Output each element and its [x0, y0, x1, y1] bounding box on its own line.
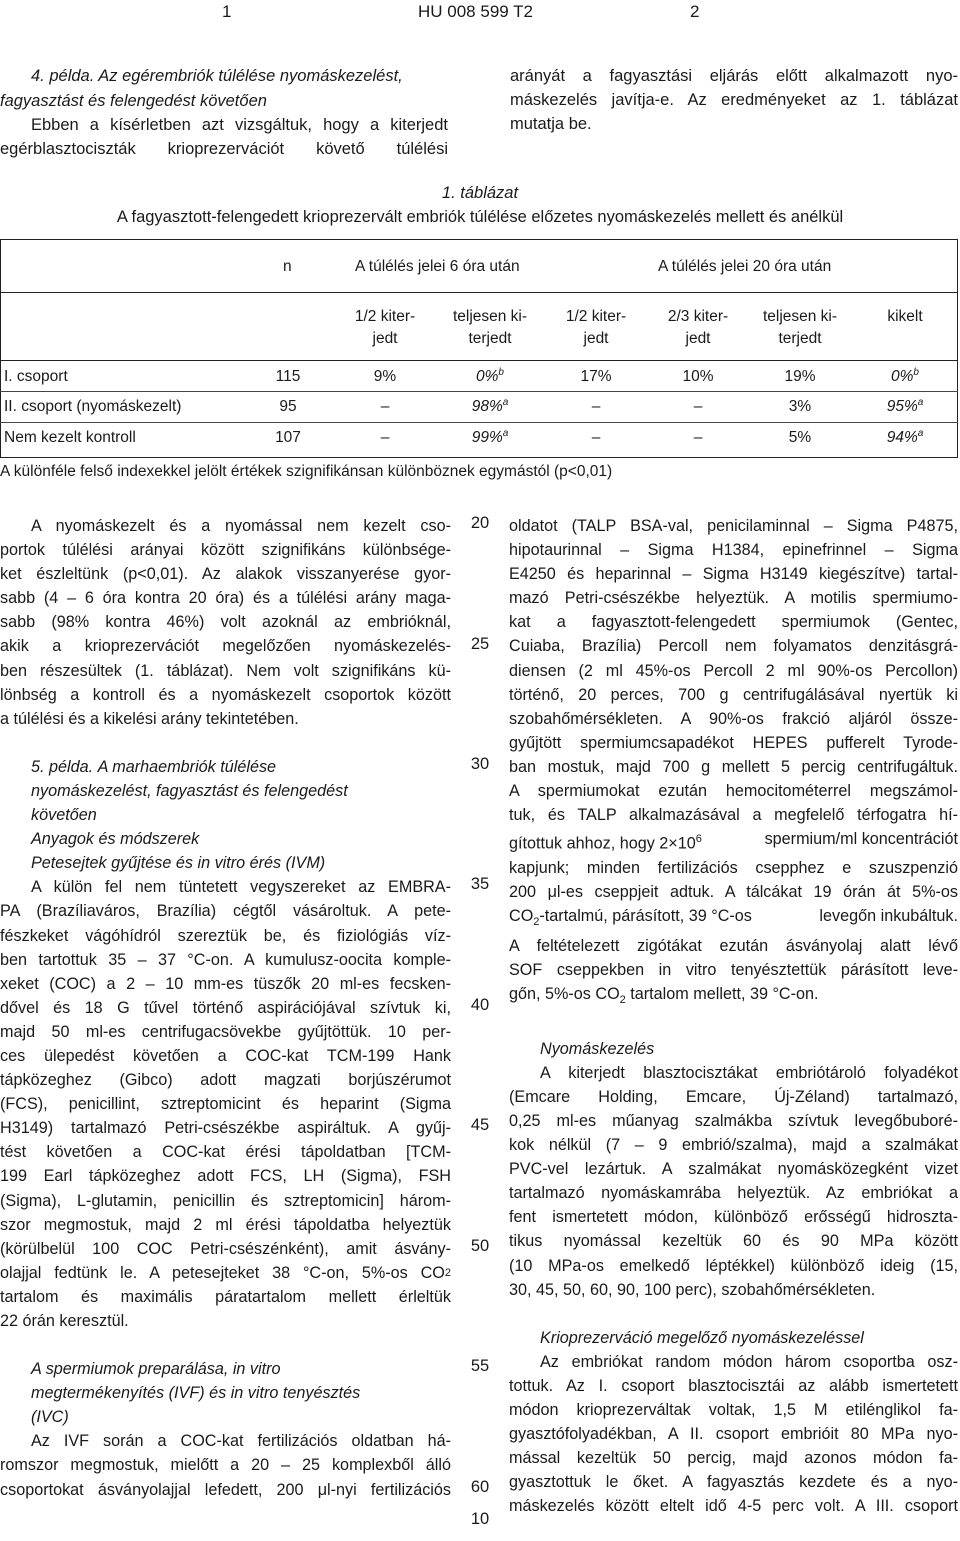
- section-nyomaskezeles: Nyomáskezelés: [540, 1039, 655, 1058]
- table-cell: 19%: [784, 368, 816, 385]
- example-4-heading-cont: fagyasztást és felengedést követően: [0, 92, 267, 110]
- table-cell: 10%: [682, 368, 714, 385]
- table-cell: 98%$^a$: [471, 396, 509, 415]
- table-cell: 95%$^a$: [886, 396, 924, 415]
- table-cell: –: [591, 398, 601, 415]
- table-divider-row1: [0, 391, 958, 392]
- table-head-20h: A túlélés jelei 20 óra után: [658, 258, 832, 275]
- table-cell: –: [591, 429, 601, 446]
- line-number: 60: [470, 1478, 490, 1496]
- page-number-left: 1: [222, 2, 232, 21]
- line-number: 20: [470, 514, 490, 532]
- section-krioprezervacio: Krioprezerváció megelőző nyomáskezeléssel: [540, 1328, 864, 1347]
- footer-page-number: 10: [470, 1510, 490, 1528]
- table-cell: 95: [279, 398, 297, 415]
- example-4-heading: 4. példa. Az egérembriók túlélése nyomáskezelést,: [31, 67, 403, 85]
- line-number: 25: [470, 635, 490, 653]
- table-cell: 9%: [373, 368, 397, 385]
- table-row-label: Nem kezelt kontroll: [4, 429, 136, 446]
- table-cell: 115: [275, 368, 301, 385]
- line-number: 40: [470, 996, 490, 1014]
- table-caption-number: 1. táblázat: [441, 184, 519, 202]
- line-number: 50: [470, 1237, 490, 1255]
- table-row-label: II. csoport (nyomáskezelt): [4, 398, 182, 415]
- line-number: 45: [470, 1116, 490, 1134]
- table-subhead: 1/2 kiter- jedt: [565, 308, 627, 347]
- table-divider-head1: [0, 292, 958, 293]
- patent-number: HU 008 599 T2: [418, 2, 533, 21]
- table-divider-row2: [0, 422, 958, 423]
- right-column: oldatot (TALP BSA-val, penicilaminnal – Sigma P4875, hipotaurinnal – Sigma H1384, epinefrinnel – Sigma E4250 és heparinnal – Sigma H3149 kiegészítve) tartal- mazó Petri-csészékbe helyeztük. A motilis spermiumo- kat a fagyasztott-felengedett spermiumok (Gentec, Cuiaba, Brazília) Percoll nem folyamatos denzitásgrá- diensen (2 ml 45%-os Percoll 2 ml 90%-os Percollon) történő, 20 perces, 700 g centrifugálásával nyertük ki szobahőmérsékleten. A 90%-os frakció aljáról össze- gyűjtött spermiumcsapadékot HEPES pufferelt Tyrode- ban mostuk, majd 700 g mellett 5 percig centrifugáltuk. A spermiumokat ezután hemocitométerrel megszámol- tuk, és TALP alkalmazásával a megfelelő térfogatra hí- gítottuk ahhoz, hogy $2\times 10^6$ spermium/ml koncentrációt kapjunk; minden fertilizációs csepphez e szuszpenzió 200 μl-es cseppjeit adtuk. A tálcákat 19 órán át 5%-os $CO_2$-tartalmú, párásított, 39 °C-os levegőn inkubáltuk. A feltételezett zigótákat ezután ásványolaj alatt lévő SOF cseppekben in vitro tenyésztettük párásított leve- gőn, 5%-os $CO_2$ tartalom mellett, 39 °C-on. Nyomáskezelés A kiterjedt blasztocisztákat embriótároló folyadékot (Emcare Holding, Emcare, Új-Zéland) tartalmazó, 0,25 ml-es műanyag szalmákba szívtuk levegőbuboré- kok nélkül (7 – 9 embrió/szalma), majd a szalmákat PVC-vel lezártuk. A szalmákat nyomásközegként vizet tartalmazó nyomáskamrába helyeztük. Az embriókat a fent ismertetett módon, különböző erősségű hidroszta- tikus nyomással kezeltük 60 és 90 MPa között (10 MPa-os emelkedő léptékkel) különböző ideig (15, 30, 45, 50, 60, 90, 100 perc), szobahőmérsékleten. Krioprezerváció megelőző nyomáskezeléssel Az embriókat random módon három csoportba osz- tottuk. Az I. csoport blasztocisztái az alább ismertetett módon krioprezerváltak voltak, 1,5 M etilénglikol fa- gyasztófolyadékban, A II. csoport embrióit 80 MPa nyo- mással kezeltük 50 percig, majd azonos módon fa- gyasztottuk le őket. A fagyasztás kezdete és a nyo- máskezelés között eltelt idő 4-5 perc volt. A III. csoport: [509, 517, 958, 1516]
- table-cell: 17%: [580, 368, 612, 385]
- example-5-heading: 5. példa. A marhaembriók túlélése: [31, 757, 277, 776]
- table-cell: 5%: [788, 429, 812, 446]
- table-subhead: teljesen ki- terjedt: [762, 308, 838, 347]
- table-footnote: A különféle felső indexekkel jelölt értékek szignifikánsan különböznek egymástól (p<0,01): [0, 463, 613, 480]
- table-head-n: n: [283, 258, 292, 275]
- table-subhead: kikelt: [887, 308, 923, 325]
- table-divider-head2: [0, 360, 958, 361]
- left-column: A nyomáskezelt és a nyomással nem kezelt cso- portok túlélési arányai között szignifikáns különbsége- ket észleltünk (p<0,01). Az alakok visszanyerése gyor- sabb (4 – 6 óra kontra 20 óra) és a túlélési arány maga- sabb (98% kontra 46%) volt azoknál az embrióknál, akik a krioprezervációt megelőzően nyomáskezelés- ben részesültek (1. táblázat). Nem volt szignifikáns kü- lönbség a kontroll és a nyomáskezelt csoportok között a túlélési és a kikelési arány tekintetében. 5. példa. A marhaembriók túlélése nyomáskezelést, fagyasztást és felengedést követően Anyagok és módszerek Petesejtek gyűjtése és in vitro érés (IVM) A külön fel nem tüntetett vegyszereket az EMBRA- PA (Brazíliaváros, Brazília) cégtől vásároltuk. A pete- fészkeket vágóhídról szereztük be, és fiziológiás víz- ben tartottuk 35 – 37 °C-on. A kumulusz-oocita komple- xeket (COC) a 2 – 10 mm-es tüszők 20 ml-es fecsken- dővel és 18 G tűvel történő aspirációjával szívtuk ki, majd 50 ml-es centrifugacsövekbe gyűjtöttük. 10 per- ces ülepedést követően a COC-kat TCM-199 Hank tápközeghez (Gibco) adott magzati borjúszérumot (FCS), penicillint, sztreptomicint és heparint (Sigma H3149) tartalmazó Petri-csészékbe aspiráltuk. A gyűj- tést követően a COC-kat érési tápoldatban [TCM- 199 Earl tápközeghez adott FCS, LH (Sigma), FSH (Sigma), L-glutamin, penicillin és sztreptomicin] három- szor megmostuk, majd 2 ml érési tápoldatba helyeztük (körülbelül 100 COC Petri-csészénként), amit ásvány- olajjal fedtünk le. A petesejteket 38 °C-on, 5%-os CO 2 tartalom és maximális páratartalom mellett érleltük 22 órán keresztül. A spermiumok preparálása, in vitro megtermékenyítés (IVF) és in vitro tenyésztés (IVC) Az IVF során a COC-kat fertilizációs oldatban há- romszor megmostuk, mielőtt a 20 – 25 komplexből álló csoportokat ásványolajjal lefedett, 200 μl-nyi fertilizációs: [0, 517, 451, 1499]
- table-cell: –: [693, 398, 703, 415]
- table-subhead: 1/2 kiter- jedt: [354, 308, 416, 347]
- table-cell: 3%: [788, 398, 812, 415]
- line-number: 55: [470, 1357, 490, 1375]
- table-subhead: teljesen ki- terjedt: [452, 308, 528, 347]
- table-head-6h: A túlélés jelei 6 óra után: [355, 258, 520, 275]
- table-cell: 0%$^b$: [476, 366, 504, 385]
- table-cell: –: [380, 429, 390, 446]
- table-cell: 94%$^a$: [886, 427, 924, 446]
- line-number: 30: [470, 755, 490, 773]
- table-cell: 0%$^b$: [891, 366, 919, 385]
- intro-left-text: Ebben a kísérletben azt vizsgáltuk, hogy a kiterjedt egérblasztociszták krioprezervációt követő túlélési: [0, 116, 448, 159]
- line-number: 35: [470, 875, 490, 893]
- table-cell: –: [380, 398, 390, 415]
- table-cell: 99%$^a$: [471, 427, 509, 446]
- intro-right-text: arányát a fagyasztási eljárás előtt alkalmazott nyo- máskezelés javítja-e. Az eredményeket az 1. táblázat mutatja be.: [510, 67, 958, 134]
- table-cell: –: [693, 429, 703, 446]
- page-number-right: 2: [690, 2, 700, 21]
- table-row-label: I. csoport: [4, 368, 68, 385]
- table-subhead: 2/3 kiter- jedt: [667, 308, 729, 347]
- table-cell: 107: [275, 429, 301, 446]
- table-caption-title: A fagyasztott-felengedett krioprezervált embriók túlélése előzetes nyomáskezelés mellett és anélkül: [116, 208, 844, 226]
